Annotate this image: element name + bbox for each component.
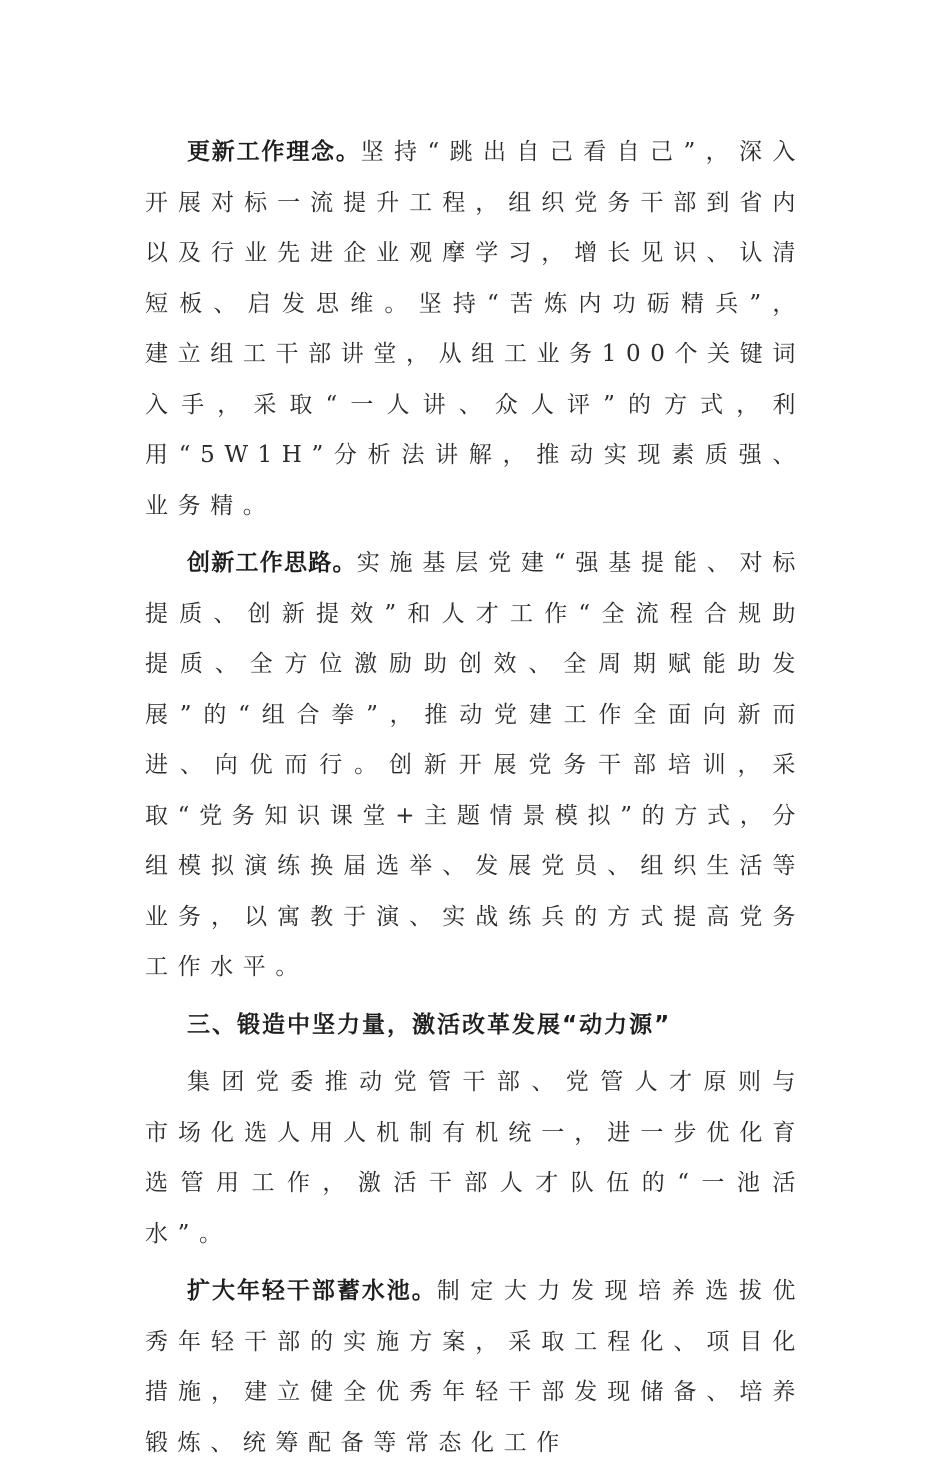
- paragraph-lead-bold: 创新工作思路。: [187, 550, 357, 576]
- paragraph-innovate-work-ideas: [145, 538, 805, 993]
- paragraph-body: 制定大力发现培养选拔优秀年轻干部的实施方案，采取工程化、项目化措施，建立健全优秀年轻干部发现储备、培养锻炼、统筹配备等常态化工作: [145, 1278, 805, 1456]
- paragraph-body: 集团党委推动党管干部、党管人才原则与市场化选人用人机制有机统一，进一步优化育选管用工作，激活干部人才队伍的“一池活水”。: [145, 1069, 805, 1247]
- section-heading-three: 三、锻造中坚力量，激活改革发展“动力源”: [187, 1011, 672, 1038]
- paragraph-update-work-concept: [145, 127, 805, 531]
- paragraph-lead-bold: 更新工作理念。: [187, 139, 361, 165]
- paragraph-section-intro: [145, 1057, 805, 1259]
- paragraph-lead-bold: 扩大年轻干部蓄水池。: [187, 1278, 437, 1304]
- paragraph-body: 坚持“跳出自己看自己”，深入开展对标一流提升工程，组织党务干部到省内以及行业先进企业观摩学习，增长见识、认清短板、启发思维。坚持“苦炼内功砺精兵”，建立组工干部讲堂，从组工业务100个关键词入手，采取“一人讲、众人评”的方式，利用“5W1H”分析法讲解，推动实现素质强、业务精。: [145, 139, 806, 519]
- document-page: [145, 127, 805, 1475]
- paragraph-body: 实施基层党建“强基提能、对标提质、创新提效”和人才工作“全流程合规助提质、全方位激励助创效、全周期赋能助发展”的“组合拳”，推动党建工作全面向新而进、向优而行。创新开展党务干部培训，采取“党务知识课堂+主题情景模拟”的方式，分组模拟演练换届选举、发展党员、组织生活等业务，以寓教于演、实战练兵的方式提高党务工作水平。: [145, 550, 805, 980]
- paragraph-young-cadre-pool: [145, 1266, 805, 1468]
